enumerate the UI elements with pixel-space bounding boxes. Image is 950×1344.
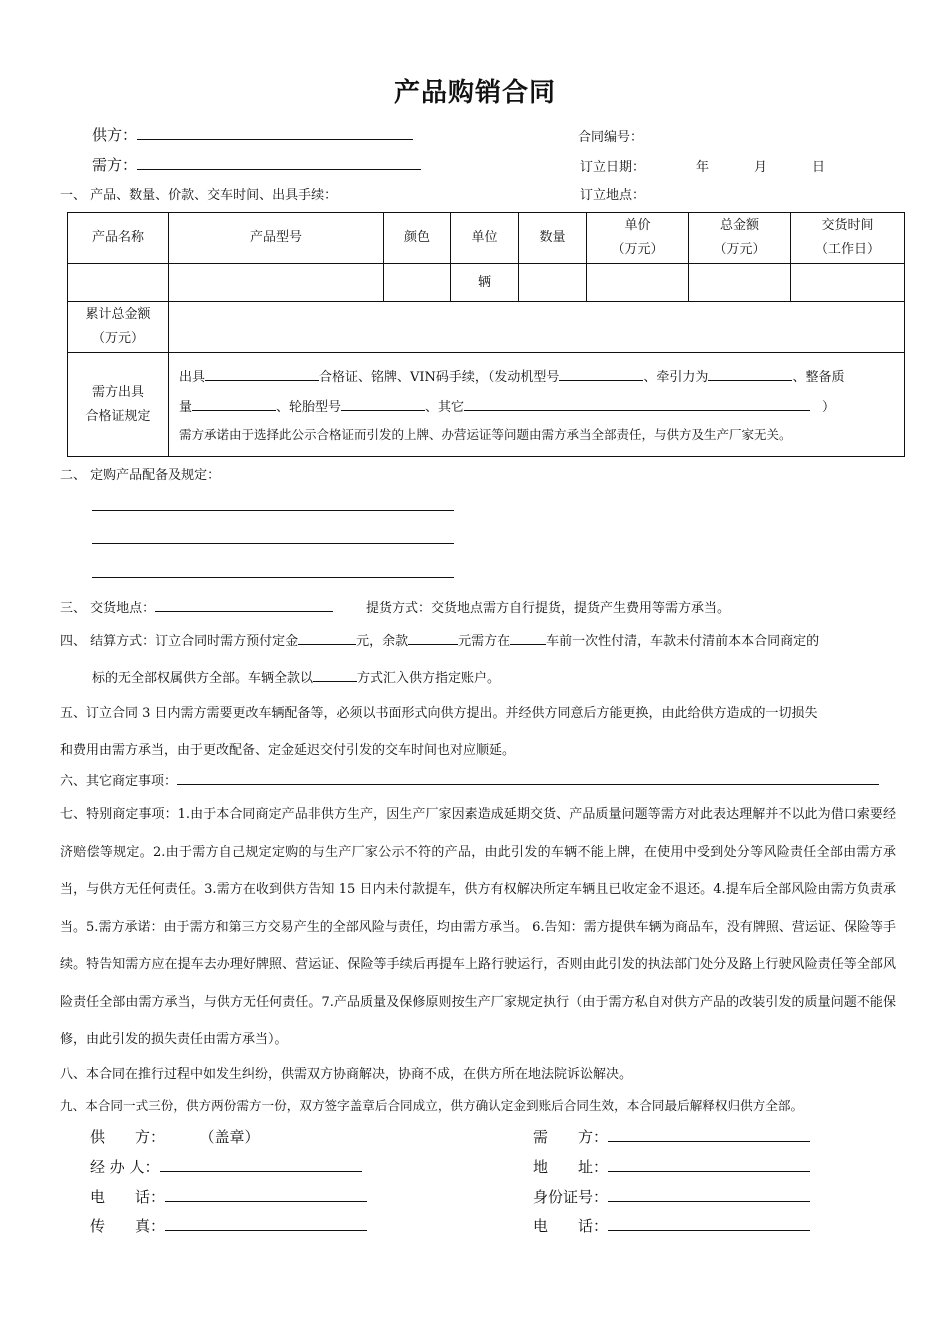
cert-tire-label: 、轮胎型号 — [276, 399, 342, 415]
sig-fax-label: 传 真： — [90, 1217, 166, 1235]
other-terms-label: 六、其它商定事项： — [60, 774, 178, 789]
certificate-commitment: 需方承诺由于选择此公示合格证而引发的上牌、办营运证等问题由需方承当全部责任，与供方及生产厂家无关。 — [179, 426, 792, 442]
section1-heading: 一、 产品、数量、价款、交车时间、出具手续： — [60, 188, 338, 203]
sig-buyer-blank[interactable] — [608, 1126, 810, 1142]
buyer-field[interactable] — [92, 154, 421, 175]
cell-product-model[interactable] — [169, 264, 384, 302]
sig-fax — [90, 1215, 367, 1236]
cell-unit: 辆 — [451, 264, 519, 302]
table-header-row — [68, 213, 905, 264]
date-label: 订立日期： — [580, 160, 646, 175]
section4-line-1 — [60, 630, 819, 649]
header-delivery-line1: 交货时间 — [821, 218, 874, 233]
cell-delivery-time[interactable] — [791, 264, 905, 302]
cumulative-label-line1: 累计总金额 — [85, 307, 151, 322]
traction-blank[interactable] — [708, 367, 792, 381]
balance-blank[interactable] — [408, 631, 458, 645]
certificate-line-1 — [179, 363, 898, 393]
payment-terms-text: 车前一次性付清，车款未付清前本本合同商定的 — [546, 634, 820, 649]
sig-address — [533, 1156, 810, 1177]
sig-buyer-phone — [533, 1215, 810, 1236]
tire-model-blank[interactable] — [341, 397, 425, 411]
supplier-field[interactable] — [92, 124, 413, 145]
sig-agent-blank[interactable] — [160, 1156, 362, 1172]
sig-id-blank[interactable] — [608, 1186, 810, 1202]
header-total-amount — [689, 213, 791, 264]
cell-quantity[interactable] — [519, 264, 587, 302]
section7-special-terms: 七、特别商定事项：1.由于本合同商定产品非供方生产，因生产厂家因素造成延期交货、产品质量问题等需方对此表达理解并不以此为借口索要经济赔偿等规定。2.由于需方自己规定定购的与生产厂家公示不符的产品，由此引发的车辆不能上牌，在使用中受到处分等风险责任全部由需方承当，与供方无任何责任。3.需方在收到供方告知 15 日内未付款提车，供方有权解决所定车辆且已收定金不退还。4.提车后全部风险由需方负责承当。5.需方承诺：由于需方和第三方交易产生的全部风险与责任，均由需方承当。 6.告知：需方提供车辆为商品车，没有牌照、营运证、保险等手续。特告知需方应在提车去办理好牌照、营运证、保险等手续后再提车上路行驶运行，否则由此引发的执法部门处分及路上行驶风险责任等全部风险责任全部由需方承当，与供方无任何责任。7.产品质量及保修原则按生产厂家规定执行（由于需方私自对供方产品的改装引发的质量问题不能保修，由此引发的损失责任由需方承当）。 — [60, 807, 896, 1047]
sig-phone — [90, 1186, 367, 1207]
sig-agent — [90, 1156, 362, 1177]
product-table — [67, 212, 905, 457]
header-unit-price-line2: （万元） — [611, 242, 664, 257]
date-month: 月 — [754, 160, 768, 175]
cumulative-value[interactable] — [169, 302, 905, 353]
contract-number-label: 合同编号： — [578, 130, 644, 145]
buyer-blank[interactable] — [137, 154, 421, 170]
table-row — [68, 264, 905, 302]
equipment-line-3[interactable] — [92, 577, 454, 578]
cert-close-paren: ） — [822, 399, 836, 415]
cell-color[interactable] — [384, 264, 451, 302]
certificate-row — [68, 353, 905, 457]
section5-line-1: 五、订立合同 3 日内需方需要更改车辆配备等，必须以书面形式向供方提出。并经供方同意后方能更换，由此给供方造成的一切损失 — [60, 706, 818, 721]
payment-method-blank[interactable] — [313, 668, 357, 682]
cell-product-name[interactable] — [68, 264, 169, 302]
pickup-before-blank[interactable] — [510, 631, 546, 645]
cert-curb-weight-label: 、整备质 — [792, 369, 845, 385]
sig-id-number — [533, 1186, 810, 1207]
sig-supplier — [90, 1126, 260, 1147]
cumulative-label-line2: （万元） — [91, 331, 144, 346]
engine-model-blank[interactable] — [559, 367, 643, 381]
sig-phone-label: 电 话： — [90, 1188, 166, 1206]
header-quantity: 数量 — [519, 213, 587, 264]
header-color: 颜色 — [384, 213, 451, 264]
section5-line-2: 和费用由需方承当，由于更改配备、定金延迟交付引发的交车时间也对应顺延。 — [60, 743, 516, 758]
place-label: 订立地点： — [580, 188, 646, 203]
header-unit-price-line1: 单价 — [624, 218, 651, 233]
sig-buyer-phone-blank[interactable] — [608, 1215, 810, 1231]
cert-issue-blank[interactable] — [205, 367, 319, 381]
sig-buyer-phone-label: 电 话： — [533, 1217, 609, 1235]
cert-engine-label: 合格证、铭牌、VIN码手续，（发动机型号 — [319, 369, 560, 385]
deposit-blank[interactable] — [298, 631, 356, 645]
date-year: 年 — [696, 160, 710, 175]
sig-buyer — [533, 1126, 810, 1147]
header-unit: 单位 — [451, 213, 519, 264]
date-day: 日 — [812, 160, 826, 175]
ownership-text: 标的无全部权属供方全部。车辆全款以 — [92, 671, 314, 686]
balance-label: 元，余款 — [356, 634, 409, 649]
section6-other — [60, 770, 879, 789]
other-terms-blank[interactable] — [177, 771, 879, 785]
cert-other-label: 、其它 — [425, 399, 465, 415]
certificate-label-line2: 合格证规定 — [85, 408, 151, 424]
equipment-line-2[interactable] — [92, 543, 454, 544]
buyer-label: 需方： — [92, 156, 138, 174]
section8-disputes: 八、本合同在推行过程中如发生纠纷，供需双方协商解决，协商不成，在供方所在地法院诉讼解决。 — [60, 1067, 633, 1082]
header-delivery-time — [791, 213, 905, 264]
curb-weight-blank[interactable] — [192, 397, 276, 411]
sig-seal-label: （盖章） — [207, 1128, 260, 1146]
certificate-line-2 — [179, 393, 898, 423]
certificate-details — [169, 353, 905, 457]
section2-heading: 二、 定购产品配备及规定： — [60, 468, 221, 483]
sig-phone-blank[interactable] — [165, 1186, 367, 1202]
header-total-line1: 总金额 — [719, 218, 759, 233]
sig-address-label: 地 址： — [533, 1158, 609, 1176]
header-product-name: 产品名称 — [68, 213, 169, 264]
sig-address-blank[interactable] — [608, 1156, 810, 1172]
cumulative-row — [68, 302, 905, 353]
payment-method-text: 方式汇入供方指定账户。 — [357, 671, 501, 686]
sig-id-label: 身份证号： — [533, 1188, 609, 1206]
sig-supplier-label: 供 方： — [90, 1128, 166, 1146]
sig-agent-label: 经 办 人： — [90, 1158, 160, 1176]
cell-unit-price[interactable] — [587, 264, 689, 302]
certificate-label-line1: 需方出具 — [91, 384, 144, 400]
other-blank[interactable] — [464, 397, 810, 411]
page-title: 产品购销合同 — [393, 78, 556, 108]
pickup-method: 提货方式：交货地点需方自行提货，提货产生费用等需方承当。 — [366, 601, 731, 616]
header-product-model: 产品型号 — [169, 213, 384, 264]
header-delivery-line2: （工作日） — [814, 242, 880, 257]
section4-line-2 — [92, 667, 500, 686]
sig-fax-blank[interactable] — [165, 1215, 367, 1231]
certificate-label — [68, 353, 169, 457]
delivery-place-label: 三、 交货地点： — [60, 601, 156, 616]
delivery-place-blank[interactable] — [155, 598, 333, 612]
section3-delivery — [60, 597, 333, 616]
section9-copies: 九、本合同一式三份，供方两份需方一份，双方签字盖章后合同成立，供方确认定金到账后合同生效，本合同最后解释权归供方全部。 — [60, 1098, 804, 1113]
cert-issue-label: 出具 — [179, 369, 206, 385]
pay-before-label: 元需方在 — [458, 634, 511, 649]
cert-weight-label: 量 — [179, 399, 193, 415]
sig-buyer-label: 需 方： — [533, 1128, 609, 1146]
header-total-line2: （万元） — [713, 242, 766, 257]
header-unit-price — [587, 213, 689, 264]
cell-total-amount[interactable] — [689, 264, 791, 302]
cumulative-label — [68, 302, 169, 353]
equipment-line-1[interactable] — [92, 510, 454, 511]
cert-traction-label: 、牵引力为 — [643, 369, 709, 385]
payment-label: 四、 结算方式：订立合同时需方预付定金 — [60, 634, 299, 649]
supplier-blank[interactable] — [137, 124, 413, 140]
supplier-label: 供方： — [92, 126, 138, 144]
